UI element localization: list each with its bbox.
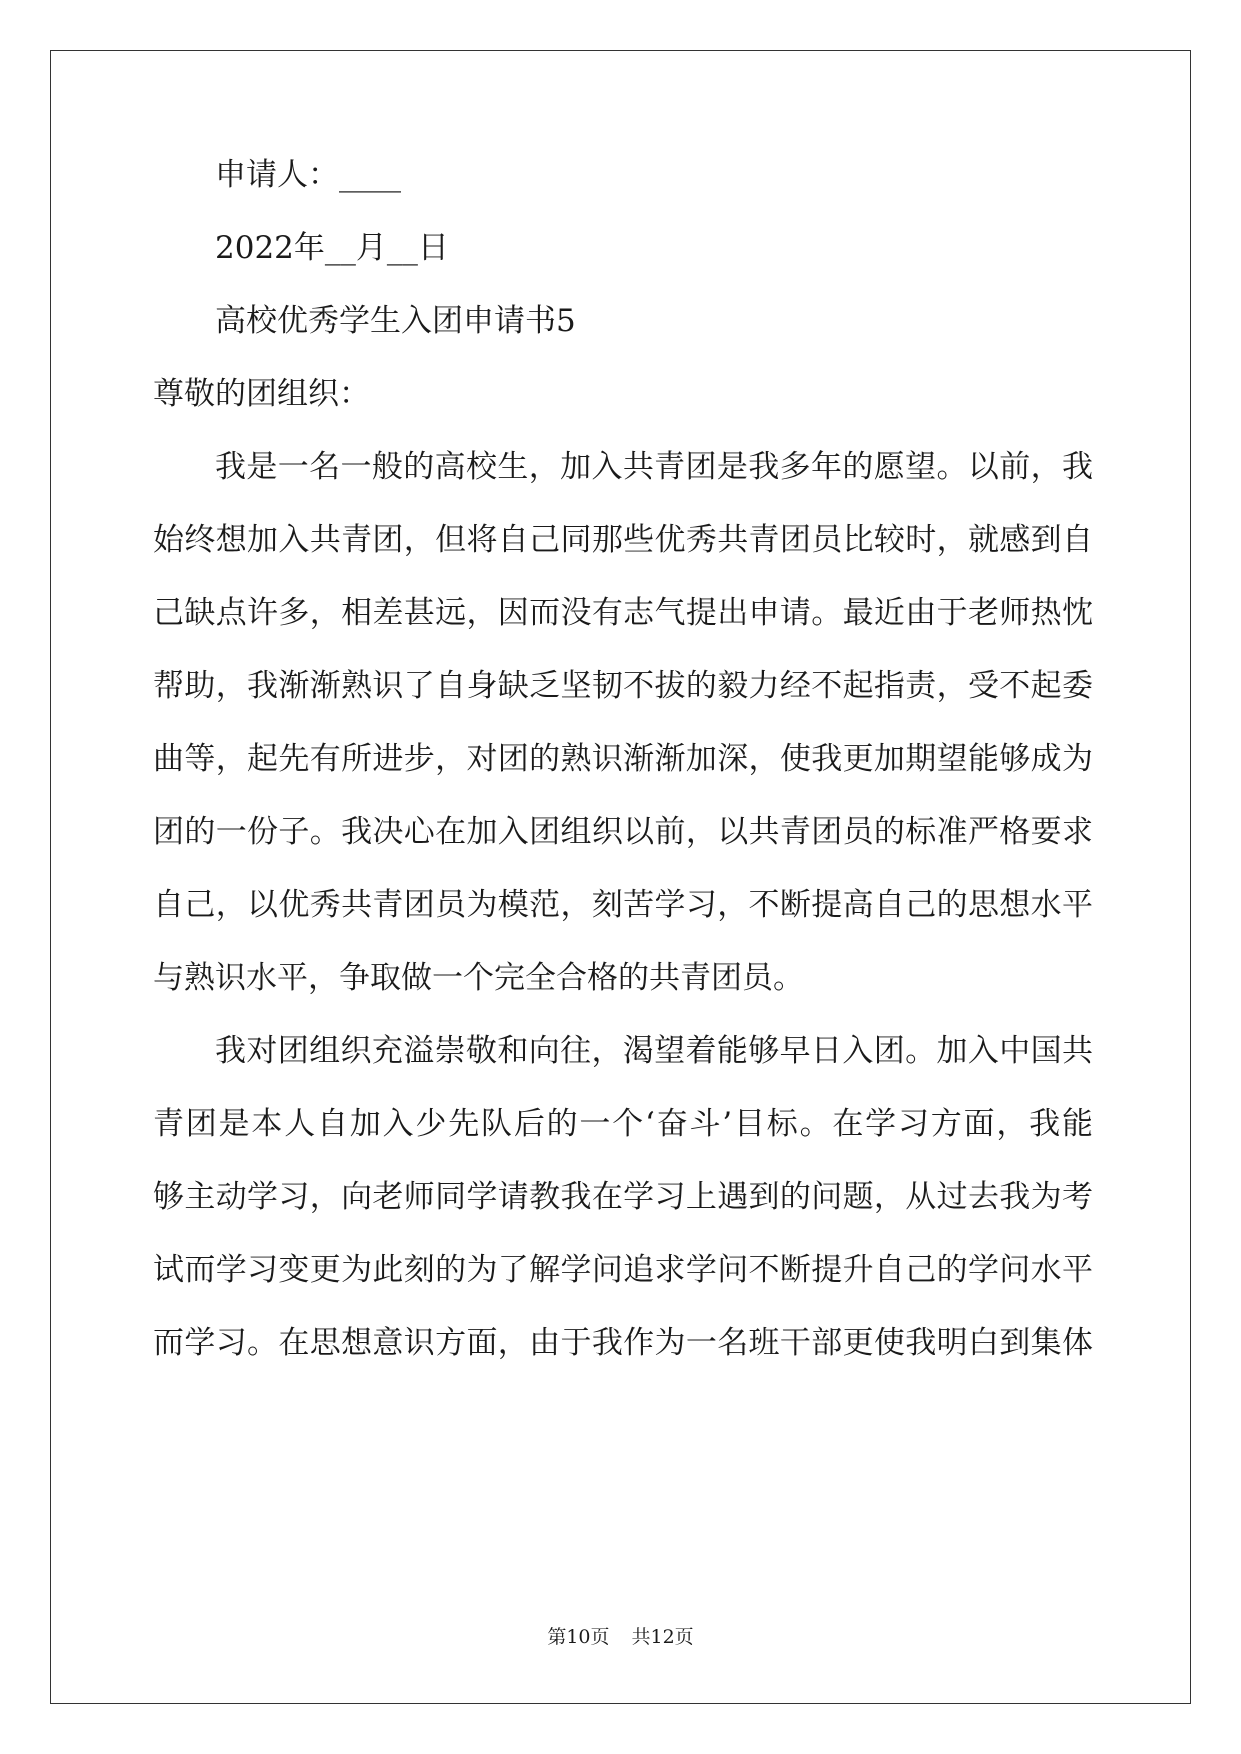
paragraph-2-line: 试而学习变更为此刻的为了解学问追求学问不断提升自己的学问水平 — [153, 1252, 1093, 1288]
paragraph-1-line: 己缺点许多，相差甚远，因而没有志气提出申请。最近由于老师热忱 — [153, 595, 1093, 631]
applicant-line: 申请人：____ — [215, 157, 401, 193]
page-footer — [0, 1625, 1241, 1649]
salutation: 尊敬的团组织： — [153, 376, 370, 412]
paragraph-1-line: 帮助，我渐渐熟识了自身缺乏坚韧不拔的毅力经不起指责，受不起委 — [153, 668, 1093, 704]
paragraph-1-line: 团的一份子。我决心在加入团组织以前，以共青团员的标准严格要求 — [153, 814, 1093, 850]
paragraph-2-line: 我对团组织充溢崇敬和向往，渴望着能够早日入团。加入中国共 — [215, 1033, 1093, 1069]
paragraph-1-line: 始终想加入共青团，但将自己同那些优秀共青团员比较时，就感到自 — [153, 522, 1093, 558]
document-heading: 高校优秀学生入团申请书5 — [215, 303, 576, 339]
page-border — [50, 50, 1191, 1704]
paragraph-1-line: 曲等，起先有所进步，对团的熟识渐渐加深，使我更加期望能够成为 — [153, 741, 1093, 777]
date-line: 2022年__月__日 — [215, 230, 449, 266]
paragraph-1-line: 我是一名一般的高校生，加入共青团是我多年的愿望。以前，我 — [215, 449, 1093, 485]
page-number-current: 第10页 — [547, 1626, 610, 1648]
paragraph-2-line: 够主动学习，向老师同学请教我在学习上遇到的问题，从过去我为考 — [153, 1179, 1093, 1215]
paragraph-1-line: 与熟识水平，争取做一个完全合格的共青团员。 — [153, 960, 804, 996]
paragraph-1-line: 自己，以优秀共青团员为模范，刻苦学习，不断提高自己的思想水平 — [153, 887, 1093, 923]
page-number-total: 共12页 — [631, 1626, 694, 1648]
paragraph-2-line: 而学习。在思想意识方面，由于我作为一名班干部更使我明白到集体 — [153, 1325, 1093, 1361]
paragraph-2-line: 青团是本人自加入少先队后的一个‘奋斗’目标。在学习方面，我能 — [153, 1106, 1093, 1142]
